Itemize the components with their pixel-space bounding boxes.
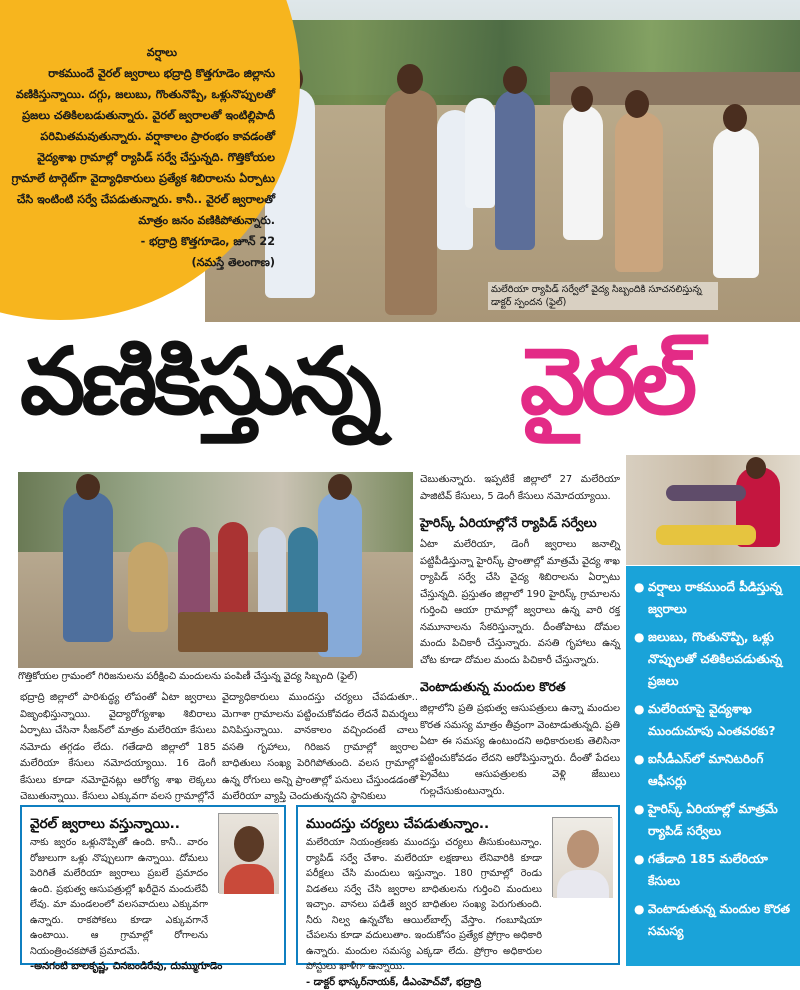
column-1-text: భద్రాద్రి జిల్లాలో పారిశుద్ధ్య లోపంతో ఏటా జ్వరాలు విజృంభిస్తున్నాయి. వైద్యారోగ్యశాఖ శిబిరాలు ఏర్పాటు చేసినా సీజన్‌లో మాత్రం మలేరియా కేసులు నమోదు తగ్గడం లేదు. గతేడాది జిల్లాలో 185 మలేరియా కేసులు నమోదయ్యాయి. 16 డెంగీ కేసులు కూడా నమోదైనట్లు ఆరోగ్య శాఖ లెక్కలు చెబుతున్నాయి. కేసులు ఎక్కువగా వలస గ్రామాల్లోనే [20, 692, 216, 802]
subheading-rapid-surveys: హైరిస్క్ ఏరియాల్లోనే ర్యాపిడ్ సర్వేలు [420, 515, 597, 530]
bullet-icon: ● [634, 852, 645, 866]
bullet-icon: ● [634, 702, 645, 716]
column-3-text-top: చెబుతున్నారు. ఇప్పటికే జిల్లాలో 27 మలేరియా పాజిటివ్ కేసులు, 5 డెంగీ కేసులు నమోదయ్యాయి. [420, 474, 620, 502]
bullet-icon: ● [634, 630, 645, 644]
highlight-item: ● వర్షాలు రాకముందే పీడిస్తున్న జ్వరాలు [634, 576, 792, 620]
highlight-item: ● వెంటాడుతున్న మందుల కొరత సమస్య [634, 898, 792, 942]
subheading-medicine-shortage: వెంటాడుతున్న మందుల కొరత [420, 679, 566, 694]
intro-body: రాకముందే వైరల్ జ్వరాలు భద్రాద్రి కొత్తగూడెం జిల్లాను వణికిస్తున్నాయి. దగ్గు, జలుబు, గొంతునొప్పి, ఒళ్లునొప్పులతో ప్రజలు చతికిలబడుతున్నారు. వైరల్ జ్వరాలతో ఇంటిల్లిపాదీ పరిమితమవుతున్నారు. వర్షాకాలం ప్రారంభం కావడంతో వైద్యశాఖ గ్రామాల్లో ర్యాపిడ్ సర్వే చేస్తున్నది. గొత్తికోయల గ్రామాలే టార్గెట్‌గా వైద్యాధికారులు ప్రత్యేక శిబిరాలను ఏర్పాటు చేసి ఇంటింటి సర్వే చేపడుతున్నారు. కానీ.. వైరల్ జ్వరాలతో మాత్రం జనం వణికిపోతున్నారు. [11, 67, 275, 227]
intro-first-word: వర్షాలు [146, 46, 177, 59]
highlight-item: ● గతేడాది 185 మలేరియా కేసులు [634, 848, 792, 892]
quote-box-2-title: ముందస్తు చర్యలు చేపడుతున్నాం.. [306, 816, 490, 832]
quote-box-official [296, 805, 620, 988]
quote-box-1-text: నాకు జ్వరం ఒళ్లునొప్పితో ఉంది. కానీ.. వారం రోజులుగా ఒళ్లు నొప్పులుగా ఉన్నాయి. దోమలు పెరిగితే మలేరియా జ్వరాలు ప్రబలే ప్రమాదం ఉంది. ప్రభుత్వ ఆసుపత్రుల్లో ఖరీదైన మందులేవీ లేవు. మా మండలంలో వలసవాదులు ఎక్కువగా ఉన్నారు. రాకపోకలు కూడా ఎక్కువగానే ఉంటాయి. ఆ గ్రామాల్లో రోగాలను నియంత్రించకపోతే ప్రమాదమే. [30, 837, 208, 957]
column-3-text-mid: ఏటా మలేరియా, డెంగీ జ్వరాలు జనాల్ని పట్టిపీడిస్తున్నా హైరిస్క్ ప్రాంతాల్లో మాత్రమే వైద్య శాఖ ర్యాపిడ్ సర్వే చేసి వైద్య శిబిరాలను ఏర్పాటు చేస్తున్నది. ప్రస్తుతం జిల్లాలో 190 హైరిస్క్ గ్రామాలను గుర్తించి ఆయా గ్రామాల్లో జ్వరాలు ఉన్న వారి రక్త నమూనాలను సేకరిస్తున్నారు. దీంతోపాటు దోమల మందు పిచికారీ చేస్తున్నారు. వసతి గృహాలు ఉన్న చోట కూడా దోమల మందు పిచికారీ చేస్తున్నారు. [420, 539, 620, 666]
intro-source: (నమస్తే తెలంగాణ) [191, 256, 275, 269]
highlight-item: ● ఐసీడీఎస్‌లో మానిటరింగ్ ఆఫీసర్లు [634, 748, 792, 792]
quote-box-resident [20, 805, 286, 972]
official-portrait [552, 817, 612, 897]
article-column-2 [222, 690, 418, 806]
bullet-icon: ● [634, 802, 645, 816]
highlights-sidebar [626, 566, 800, 966]
intro-text-block [10, 42, 275, 273]
column-2-text: వైద్యాధికారులు ముందస్తు చర్యలు చేపడుతూ.. మెగాశా గ్రామాలను పట్టించుకోవడం లేదనే విమర్శలు వినిపిస్తున్నాయి. వానకాలం వచ్చిందంటే చాలు వసతి గృహాలు, గిరిజన గ్రామాల్లో జ్వరాల బాధితులు సంఖ్య పెరిగిపోతుంది. వలస గ్రామాల్లో ఉన్న రోగులు అన్ని ప్రాంతాల్లో పనులు చేస్తుండడంతో మలేరియా వ్యాప్తి చెందుతున్నదని స్థానికులు [222, 692, 418, 802]
article-column-1 [20, 690, 216, 806]
quote-box-2-signature: - డాక్టర్ భాస్కర్‌నాయక్, డీఎంహెచ్‌వో, భద్రాద్రి [306, 976, 482, 988]
quote-box-1-title: వైరల్ జ్వరాలు వస్తున్నాయి.. [30, 816, 180, 832]
bullet-icon: ● [634, 902, 645, 916]
headline-part-2: వైరల్ [520, 328, 694, 435]
side-photo [626, 455, 800, 565]
headline-part-1: వణికిస్తున్న [20, 328, 378, 435]
quote-box-2-text: మలేరియా నియంత్రణకు ముందస్తు చర్యలు తీసుకుంటున్నాం. ర్యాపిడ్ సర్వే చేశాం. మలేరియా లక్షణాలు లేనివారికి కూడా పరీక్షలు చేసి మందులు ఇస్తున్నాం. 180 గ్రామాల్లో రెండు విడతలు సర్వే చేసి జ్వరాల బాధితులను గుర్తించి మందులు ఇచ్చాం. వానలు పడితే జ్వర బాధితుల సంఖ్య పెరుగుతుంది. నీరు నిల్వ ఉన్నచోట ఆయిల్‌బాల్స్ వేస్తాం. గంబూషియా చేపలను కూడా వదులుతాం. ఇందుకోసం ప్రత్యేక ప్రోగ్రాం అధికారి ఉన్నారు. మందుల సమస్య ఎక్కడా లేదు. ప్రోగ్రాం అధికారుల పోస్టులు ఖాళీగా ఉన్నాయి. [306, 837, 542, 972]
resident-portrait [218, 813, 278, 893]
highlight-item: ● జలుబు, గొంతునొప్పి, ఒళ్లు నొప్పులతో చతికిలపడుతున్న ప్రజలు [634, 626, 792, 692]
article-column-3 [420, 472, 620, 800]
intro-dateline: - భద్రాద్రి కొత్తగూడెం, జూన్ 22 [140, 235, 275, 248]
highlight-item: ● హైరిస్క్ ఏరియాల్లో మాత్రమే ర్యాపిడ్ సర్వేలు [634, 798, 792, 842]
column-3-text-bottom: జిల్లాలోని ప్రతి ప్రభుత్వ ఆసుపత్రులు ఉన్నా మందుల కొరత సమస్య మాత్రం తీవ్రంగా వెంటాడుతున్నది. ప్రతి ఏటా ఈ సమస్య ఉంటుందని అధికారులకు తెలిసినా పట్టించుకోవడం లేదని ఆరోపిస్తున్నారు. దీంతో పేదలు ప్రైవేటు ఆసుపత్రులకు వెళ్లి జేబులు గుల్లచేసుకుంటున్నారు. [420, 703, 620, 797]
middle-photo-caption: గొత్తికోయల గ్రామంలో గిరిజనులను పరీక్షించి మందులను పంపిణీ చేస్తున్న వైద్య సిబ్బంది (ఫైల్) [18, 668, 413, 686]
quote-box-1-signature: -అనగంటి బాలకృష్ణ, చినబండిరేవు, దుమ్ముగూడెం [30, 961, 223, 972]
highlight-item: ● మలేరియాపై వైద్యశాఖ ముందుచూపు ఎంతవరకు? [634, 698, 792, 742]
headline [0, 322, 800, 442]
top-photo-caption: మలేరియా ర్యాపిడ్ సర్వేలో వైద్య సిబ్బందికి సూచనలిస్తున్న డాక్టర్ స్పందన (ఫైల్) [488, 282, 718, 310]
bullet-icon: ● [634, 752, 645, 766]
bullet-icon: ● [634, 580, 645, 594]
middle-photo [18, 472, 413, 668]
